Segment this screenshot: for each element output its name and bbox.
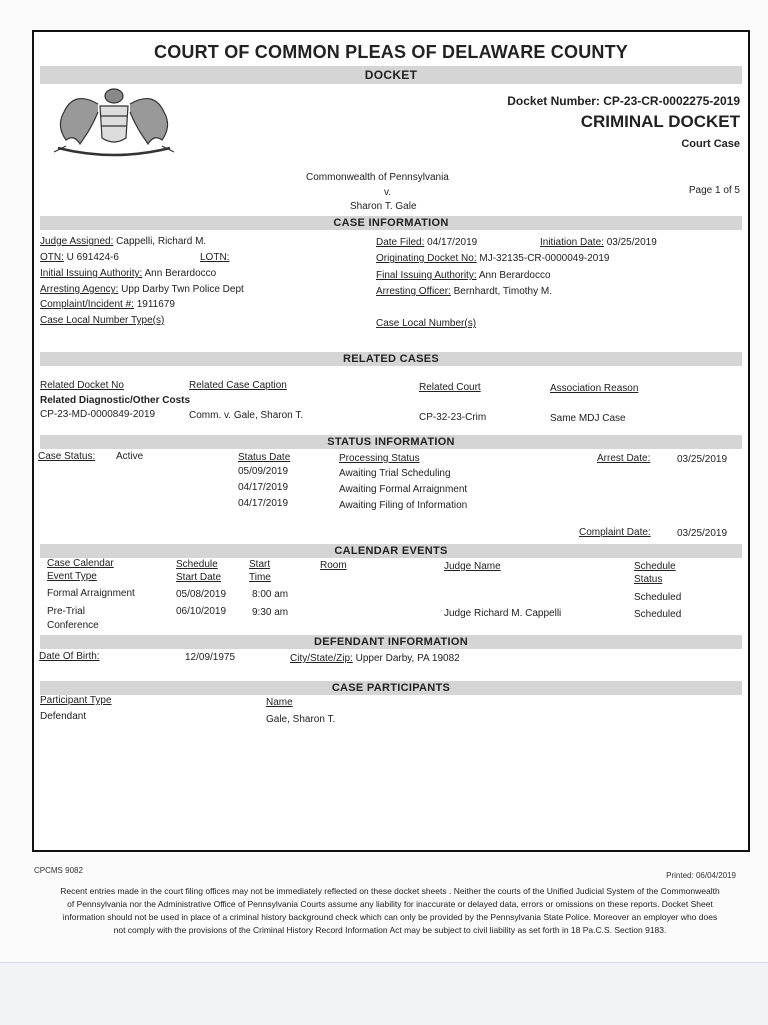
event-status-2: Scheduled: [634, 609, 682, 620]
page-info: Page 1 of 5: [688, 185, 740, 196]
docket-number: Docket Number: CP-23-CR-0002275-2019: [507, 94, 740, 108]
judge-name-header: Judge Name: [444, 561, 501, 572]
printed-date: Printed: 06/04/2019: [666, 871, 736, 880]
arrest-date-label: Arrest Date:: [597, 453, 651, 464]
status-date-header: Status Date: [238, 452, 291, 463]
case-status-value: Active: [116, 451, 144, 462]
related-caption-value: Comm. v. Gale, Sharon T.: [189, 410, 304, 421]
event-status-1: Scheduled: [634, 592, 682, 603]
lotn: LOTN:: [200, 252, 230, 263]
event-type-1: Formal Arraignment: [47, 588, 135, 599]
related-caption-header: Related Case Caption: [189, 380, 287, 391]
dob-label: Date Of Birth:: [39, 651, 100, 662]
event-header-1: Case Calendar: [47, 558, 114, 569]
event-time-2: 9:30 am: [252, 607, 289, 618]
arresting-officer: Arresting Officer: Bernhardt, Timothy M.: [376, 286, 552, 297]
caption-line-3: Sharon T. Gale: [350, 201, 417, 212]
start-header-2: Time: [249, 572, 271, 583]
defendant-information-band: DEFENDANT INFORMATION: [40, 635, 742, 649]
calendar-events-band: CALENDAR EVENTS: [40, 544, 742, 558]
association-reason-value: Same MDJ Case: [550, 413, 626, 424]
otn: OTN: U 691424-6: [40, 252, 119, 263]
status-information-band: STATUS INFORMATION: [40, 435, 742, 449]
docket-band: DOCKET: [40, 66, 742, 84]
case-information-band: CASE INFORMATION: [40, 216, 742, 230]
event-type-2-cont: Conference: [47, 620, 99, 631]
schedule-status-header-2: Status: [634, 574, 663, 585]
case-status-label: Case Status:: [38, 451, 96, 462]
related-docket-value: CP-23-MD-0000849-2019: [40, 409, 156, 420]
related-group-label: Related Diagnostic/Other Costs: [40, 395, 191, 406]
related-cases-band: RELATED CASES: [40, 352, 742, 366]
caption-line-1: Commonwealth of Pennsylvania: [306, 172, 449, 183]
schedule-status-header-1: Schedule: [634, 561, 676, 572]
arrest-date-value: 03/25/2019: [677, 454, 728, 465]
schedule-header-1: Schedule: [176, 559, 218, 570]
court-title: COURT OF COMMON PLEAS OF DELAWARE COUNTY: [154, 42, 628, 62]
caption-line-2: v.: [384, 187, 392, 198]
related-court-value: CP-32-23-Crim: [419, 412, 487, 423]
event-type-2: Pre-Trial: [47, 606, 85, 617]
docket-type: CRIMINAL DOCKET: [580, 112, 740, 131]
status-date-1: 05/09/2019: [238, 466, 289, 477]
judge-assigned: Judge Assigned: Cappelli, Richard M.: [40, 236, 207, 247]
schedule-header-2: Start Date: [176, 572, 222, 583]
originating-docket: Originating Docket No: MJ-32135-CR-0000049-2019: [376, 253, 610, 264]
related-court-header: Related Court: [419, 382, 481, 393]
processing-status-2: Awaiting Formal Arraignment: [339, 484, 468, 495]
complaint-incident: Complaint/Incident #: 1911679: [40, 299, 175, 310]
participant-type-value: Defendant: [40, 711, 87, 722]
event-date-2: 06/10/2019: [176, 606, 227, 617]
docket-frame: [32, 30, 750, 852]
processing-status-header: Processing Status: [339, 453, 420, 464]
processing-status-1: Awaiting Trial Scheduling: [339, 468, 451, 479]
pennsylvania-coat-of-arms-icon: [44, 82, 184, 164]
status-date-2: 04/17/2019: [238, 482, 289, 493]
initial-issuing-authority: Initial Issuing Authority: Ann Berardocco: [40, 268, 217, 279]
related-docket-header: Related Docket No: [40, 380, 124, 391]
event-judge-2: Judge Richard M. Cappelli: [444, 608, 562, 619]
form-id: CPCMS 9082: [34, 866, 83, 875]
event-time-1: 8:00 am: [252, 589, 289, 600]
participant-name-header: Name: [266, 697, 293, 708]
final-issuing-authority: Final Issuing Authority: Ann Berardocco: [376, 270, 551, 281]
event-header-2: Event Type: [47, 571, 97, 582]
initiation-date: Initiation Date: 03/25/2019: [540, 237, 657, 248]
start-header-1: Start: [249, 559, 271, 570]
disclaimer: Recent entries made in the court filing offices may not be immediately reflected on these docket sheets . Neither the courts of the Unified Judicial System of the Commonwealth of Pennsylvania nor the Administrative Office of Pennsylvania Courts assume any liability for inaccurate or delayed data, errors or omissions on these reports. Docket Sheet information should not be used in place of a criminal history background check which can only be provided by the Pennsylvania State Police. Moreover an employer who does not comply with the provisions of the Criminal History Record Information Act may be subject to civil liability as set forth in 18 Pa.C.S. Section 9183.: [60, 886, 720, 935]
event-date-1: 05/08/2019: [176, 589, 227, 600]
case-local-number: Case Local Number(s): [376, 318, 477, 329]
city-state-zip: City/State/Zip: Upper Darby, PA 19082: [290, 653, 460, 664]
case-local-number-type: Case Local Number Type(s): [40, 315, 165, 326]
complaint-date-label: Complaint Date:: [579, 527, 651, 538]
room-header: Room: [320, 560, 347, 571]
processing-status-3: Awaiting Filing of Information: [339, 500, 468, 511]
court-case-label: Court Case: [681, 138, 740, 150]
date-filed: Date Filed: 04/17/2019: [376, 237, 478, 248]
dob-value: 12/09/1975: [185, 652, 236, 663]
association-reason-header: Association Reason: [550, 383, 639, 394]
scan-margin: [0, 962, 768, 1025]
complaint-date-value: 03/25/2019: [677, 528, 728, 539]
arresting-agency: Arresting Agency: Upp Darby Twn Police Dept: [40, 284, 244, 295]
participant-name-value: Gale, Sharon T.: [266, 714, 336, 725]
participant-type-header: Participant Type: [40, 695, 112, 706]
status-date-3: 04/17/2019: [238, 498, 289, 509]
case-participants-band: CASE PARTICIPANTS: [40, 681, 742, 695]
